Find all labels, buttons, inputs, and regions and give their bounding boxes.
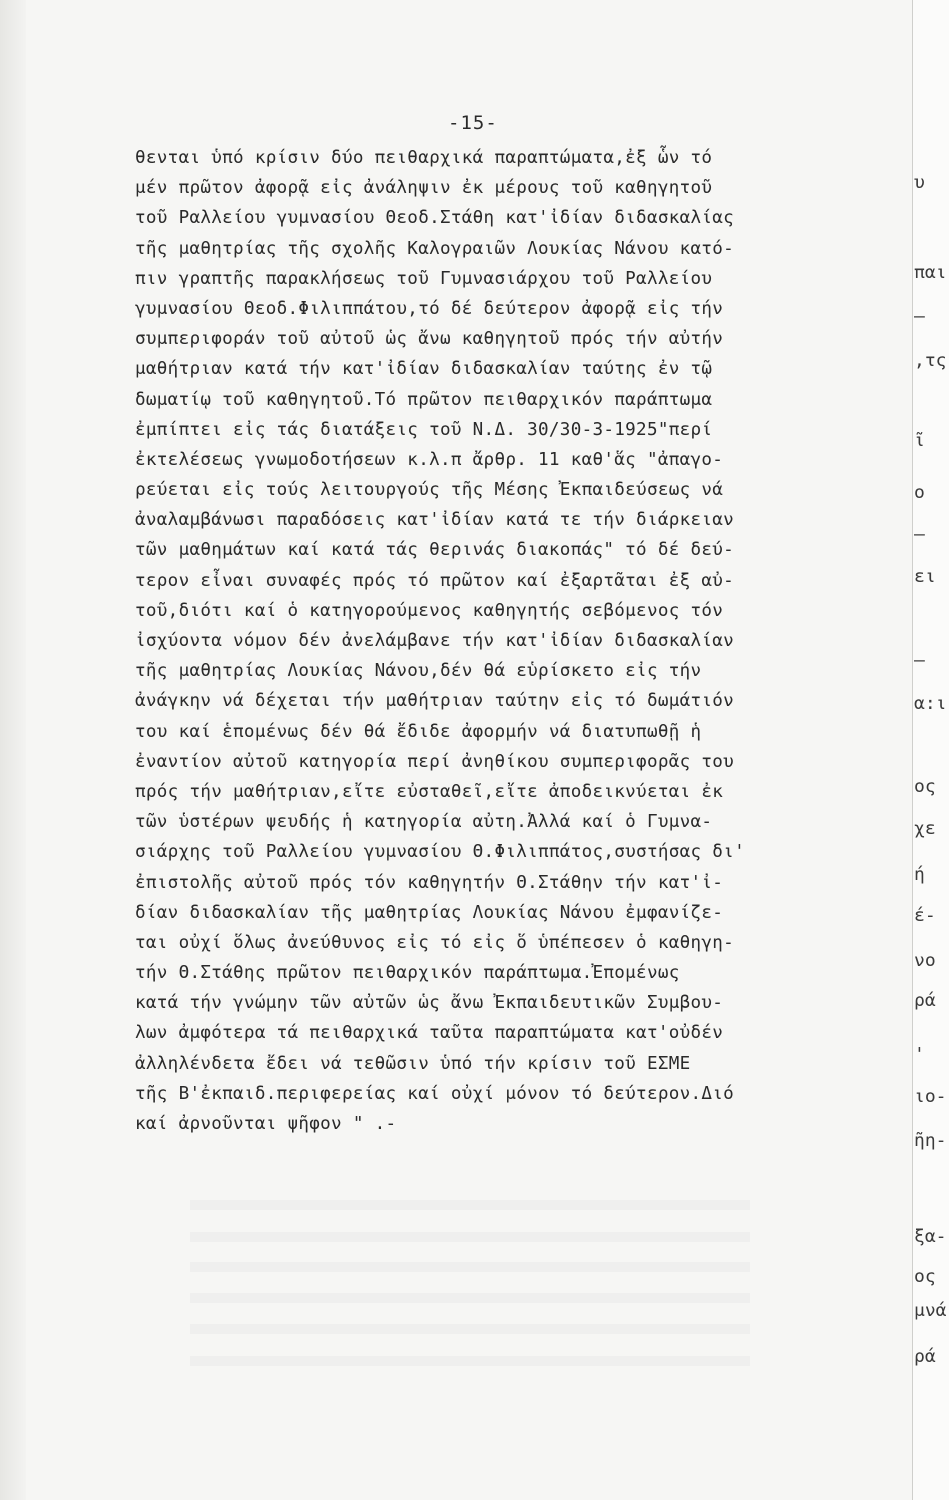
bleed-through-shadow (190, 1324, 750, 1334)
bleed-through-shadow (190, 1356, 750, 1366)
margin-fragment: ῖ (914, 430, 925, 451)
bleed-through-shadow (190, 1293, 750, 1303)
text-line: τῶν ὑστέρων ψευδής ἡ κατηγορία αὐτη.Ἀλλά καί ὁ Γυμνα- (135, 812, 713, 833)
text-line: ἐμπίπτει εἰς τάς διατάξεις τοῦ Ν.Δ. 30/30-3-1925"περί (135, 419, 713, 440)
text-line: λων ἀμφότερα τά πειθαρχικά ταῦτα παραπτώματα κατ'οὐδέν (135, 1023, 724, 1044)
margin-fragment: ος (914, 776, 936, 797)
text-line: μαθήτριαν κατά τήν κατ'ἰδίαν διδασκαλίαν ταύτης ἐν τῷ (135, 359, 713, 380)
text-line: τῆς μαθητρίας τῆς σχολῆς Καλογραιῶν Λουκίας Νάνου κατό- (135, 238, 735, 259)
text-line: πρός τήν μαθήτριαν,εἴτε εὐσταθεῖ,εἴτε ἀποδεικνύεται ἐκ (135, 781, 724, 802)
margin-fragment: ρά (914, 990, 936, 1011)
text-line: του καί ἑπομένως δέν θά ἔδιδε ἀφορμήν νά διατυπωθῇ ἡ (135, 721, 702, 742)
margin-fragment: μνά (914, 1300, 947, 1321)
text-line: γυμνασίου Θεοδ.Φιλιππάτου,τό δέ δεύτερον ἀφορᾷ εἰς τήν (135, 298, 724, 319)
bleed-through-shadow (190, 1200, 750, 1210)
text-line: τοῦ Ραλλείου γυμνασίου Θεοδ.Στάθη κατ'ἰδίαν διδασκαλίας (135, 208, 735, 229)
text-line: ἰσχύοντα νόμον δέν ἀνελάμβανε τήν κατ'ἰδίαν διδασκαλίαν (135, 631, 735, 651)
text-line: ἐναντίον αὐτοῦ κατηγορία περί ἀνηθίκου συμπεριφορᾶς του (135, 751, 735, 772)
margin-fragment: — (914, 650, 925, 671)
text-line: ἐπιστολῆς αὐτοῦ πρός τόν καθηγητήν Θ.Στάθην τήν κατ'ἰ- (135, 872, 724, 893)
text-line: συμπεριφοράν τοῦ αὐτοῦ ὡς ἄνω καθηγητοῦ πρός τήν αὐτήν (135, 329, 724, 350)
left-binding-strip (0, 0, 26, 1500)
margin-fragment: ,τς (914, 350, 947, 371)
text-line: δωματίῳ τοῦ καθηγητοῦ.Τό πρῶτον πειθαρχικόν παράπτωμα (135, 389, 713, 410)
text-line: ρεύεται εἰς τούς λειτουργούς τῆς Μέσης Ἐκπαιδεύσεως νά (135, 480, 724, 501)
margin-fragment: ῆη- (914, 1130, 947, 1151)
text-line: ἀνάγκην νά δέχεται τήν μαθήτριαν ταύτην εἰς τό δωμάτιόν (135, 691, 735, 712)
text-line: καί ἀρνοῦνται ψῆφον " .- (135, 1114, 397, 1134)
page-number: -15- (448, 112, 498, 134)
text-line: ἀναλαμβάνωσι παραδόσεις κατ'ἰδίαν κατά τε τήν διάρκειαν (135, 510, 735, 531)
text-line: τῆς Β'ἐκπαιδ.περιφερείας καί οὐχί μόνον τό δεύτερον.Διό (135, 1083, 735, 1104)
margin-fragment: α:ι (914, 693, 947, 714)
margin-fragment: — (914, 306, 925, 327)
margin-fragment: έ- (914, 905, 936, 926)
margin-fragment: — (914, 524, 925, 545)
margin-fragment: χε (914, 818, 936, 839)
text-line: πιν γραπτῆς παρακλήσεως τοῦ Γυμνασιάρχου τοῦ Ραλλείου (135, 268, 713, 289)
text-line: τερον εἶναι συναφές πρός τό πρῶτον καί ἐξαρτᾶται ἐξ αὐ- (135, 570, 735, 591)
margin-fragment: υ (914, 172, 925, 193)
typed-body-text (135, 143, 910, 1139)
margin-fragment: ρά (914, 1346, 936, 1367)
text-line: δίαν διδασκαλίαν τῆς μαθητρίας Λουκίας Νάνου ἐμφανίζε- (135, 902, 724, 923)
text-line: μέν πρῶτον ἀφορᾷ εἰς ἀνάληψιν ἐκ μέρους τοῦ καθηγητοῦ (135, 178, 713, 199)
margin-fragment: ιο- (914, 1086, 947, 1107)
text-line: τοῦ,διότι καί ὁ κατηγορούμενος καθηγητής σεβόμενος τόν (135, 600, 724, 621)
text-line: σιάρχης τοῦ Ραλλείου γυμνασίου Θ.Φιλιππάτος,συστήσας δι' (135, 842, 745, 863)
text-line: τῆς μαθητρίας Λουκίας Νάνου,δέν θά εὑρίσκετο εἰς τήν (135, 661, 702, 682)
margin-fragment: ή (914, 864, 925, 885)
margin-fragment: ος (914, 1266, 936, 1287)
text-line: κατά τήν γνώμην τῶν αὐτῶν ὡς ἄνω Ἐκπαιδευτικῶν Συμβου- (135, 993, 724, 1014)
bleed-through-shadow (190, 1232, 750, 1242)
bleed-through-shadow (190, 1262, 750, 1272)
margin-fragment: ξα- (914, 1226, 947, 1247)
text-line: ἐκτελέσεως γνωμοδοτήσεων κ.λ.π ἄρθρ. 11 καθ'ἅς "ἀπαγο- (135, 449, 724, 470)
text-line: ἀλληλένδετα ἔδει νά τεθῶσιν ὑπό τήν κρίσιν τοῦ ΕΣΜΕ (135, 1053, 691, 1074)
margin-fragment: νο (914, 950, 936, 971)
text-line: ται οὐχί ὅλως ἀνεύθυνος εἰς τό εἰς ὅ ὑπέπεσεν ὁ καθηγη- (135, 932, 735, 953)
margin-fragment: ει (914, 566, 936, 587)
margin-fragment: ο (914, 482, 925, 503)
text-line: τήν Θ.Στάθης πρῶτον πειθαρχικόν παράπτωμα.Ἐπομένως (135, 963, 680, 984)
margin-fragment: ' (914, 1044, 925, 1065)
text-line: θενται ὑπό κρίσιν δύο πειθαρχικά παραπτώματα,ἐξ ὧν τό (135, 148, 713, 168)
margin-fragment: παι (914, 262, 947, 283)
text-line: τῶν μαθημάτων καί κατά τάς θερινάς διακοπάς" τό δέ δεύ- (135, 540, 735, 561)
